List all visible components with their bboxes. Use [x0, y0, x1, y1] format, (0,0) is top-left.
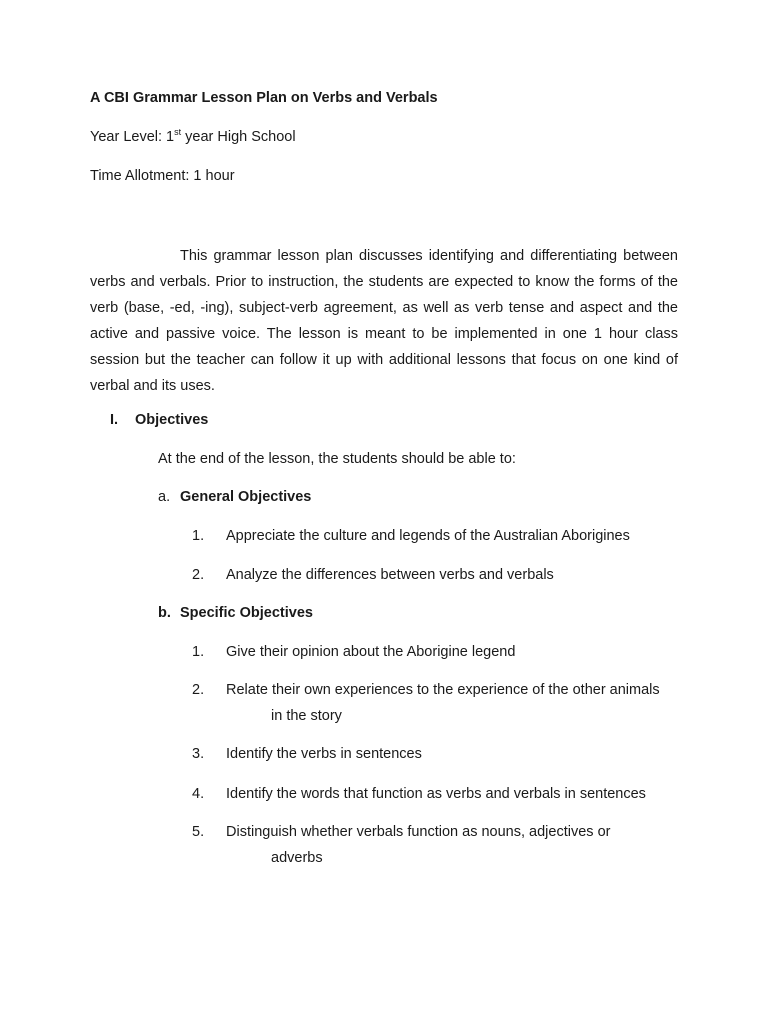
list-item-continuation: adverbs: [271, 850, 323, 866]
specific-objectives-letter: b.: [158, 605, 171, 621]
section-heading-objectives: Objectives: [135, 412, 209, 428]
list-item-text: Distinguish whether verbals function as nouns, adjectives or: [226, 824, 611, 840]
document-title: A CBI Grammar Lesson Plan on Verbs and Verbals: [90, 90, 438, 106]
list-item-number: 5.: [192, 824, 205, 840]
intro-paragraph: This grammar lesson plan discusses identifying and differentiating between verbs and verbals. Prior to instruction, the students are expected to know the forms of the verb (base, -ed, -ing), subject-verb agreement, as well as verb tense and aspect and the active and passive voice. The lesson is meant to be implemented in one 1 hour class session but the teacher can follow it up with additional lessons that focus on one kind of verbal and its uses.: [90, 248, 678, 394]
year-level-superscript: st: [174, 127, 182, 138]
list-item-number: 1.: [192, 644, 205, 660]
list-item-text: Appreciate the culture and legends of the Australian Aborigines: [226, 528, 630, 544]
list-item-continuation: in the story: [271, 708, 342, 724]
year-level: [90, 128, 296, 146]
list-item-number: 1.: [192, 528, 205, 544]
list-item-number: 3.: [192, 746, 205, 762]
specific-objectives-heading: Specific Objectives: [180, 605, 313, 621]
general-objectives-letter: a.: [158, 489, 171, 505]
time-allotment: Time Allotment: 1 hour: [90, 168, 235, 184]
list-item-number: 2.: [192, 682, 205, 698]
list-item-text: Identify the words that function as verbs and verbals in sentences: [226, 786, 646, 802]
list-item-text: Give their opinion about the Aborigine legend: [226, 644, 516, 660]
list-item-text: Identify the verbs in sentences: [226, 746, 422, 762]
year-level-label: Year Level: 1: [90, 129, 175, 145]
list-item-text: Relate their own experiences to the experience of the other animals: [226, 682, 660, 698]
general-objectives-heading: General Objectives: [180, 489, 312, 505]
list-item-text: Analyze the differences between verbs and verbals: [226, 567, 554, 583]
year-level-rest: year High School: [181, 129, 296, 145]
list-item-number: 2.: [192, 567, 205, 583]
objectives-intro: At the end of the lesson, the students should be able to:: [158, 451, 516, 467]
section-number: I.: [110, 412, 119, 428]
list-item-number: 4.: [192, 786, 205, 802]
